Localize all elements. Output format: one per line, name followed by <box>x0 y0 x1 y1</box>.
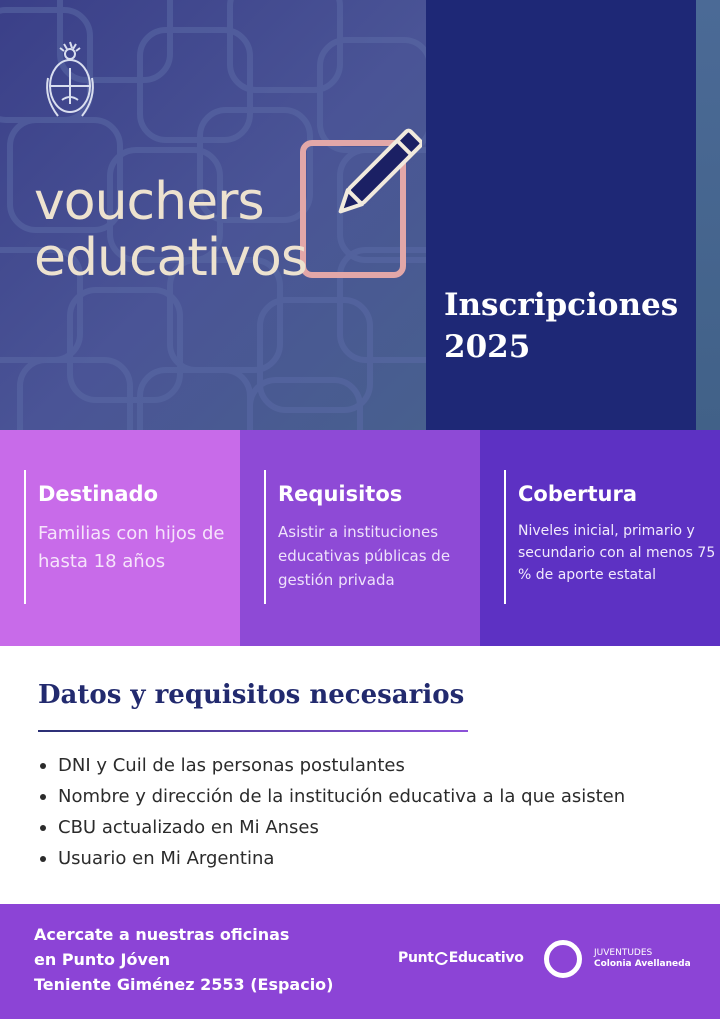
juventudes-ring-icon <box>544 940 582 978</box>
column-text: Familias con hijos de hasta 18 años <box>38 523 225 572</box>
registration-line2: 2025 <box>444 329 531 365</box>
office-address <box>34 922 333 997</box>
juventudes-label: JUVENTUDES <box>594 948 653 958</box>
column-text: Asistir a instituciones educativas públicas de gestión privada <box>278 523 451 589</box>
hero-banner <box>0 0 720 430</box>
heading-underline <box>38 730 468 732</box>
column-divider <box>264 470 266 604</box>
column-title: Cobertura <box>518 482 637 506</box>
column-text: Niveles inicial, primario y secundario con al menos 75 % de aporte estatal <box>518 523 716 583</box>
logo-circle-icon <box>435 952 448 965</box>
address-line1: Acercate a nuestras oficinas <box>34 925 290 944</box>
column-title: Requisitos <box>278 482 403 506</box>
juventudes-sub: Colonia Avellaneda <box>594 959 691 969</box>
logo-text-a: Punt <box>398 950 434 966</box>
info-columns <box>0 430 720 646</box>
address-line3: Teniente Giménez 2553 (Espacio) <box>34 975 334 994</box>
brand-title-line1: vouchers <box>34 172 264 232</box>
pencil-icon <box>330 126 422 226</box>
juventudes-logo <box>594 948 691 970</box>
requirements-list <box>38 750 625 874</box>
list-item: Nombre y dirección de la institución educativa a la que asisten <box>38 781 625 812</box>
address-line2: en Punto Jóven <box>34 950 171 969</box>
info-column-destinado <box>0 430 240 646</box>
brand-title-line2: educativos <box>34 228 307 288</box>
info-column-requisitos <box>240 430 480 646</box>
column-divider <box>504 470 506 604</box>
requirements-heading: Datos y requisitos necesarios <box>38 680 465 710</box>
column-title: Destinado <box>38 482 158 506</box>
logo-text-b: Educativo <box>448 950 524 966</box>
column-divider <box>24 470 26 604</box>
registration-heading <box>444 284 678 368</box>
registration-line1: Inscripciones <box>444 287 679 323</box>
footer <box>0 904 720 1019</box>
info-column-cobertura <box>480 430 720 646</box>
list-item: Usuario en Mi Argentina <box>38 843 625 874</box>
national-crest-icon <box>42 38 98 122</box>
edge-strip <box>696 0 720 430</box>
list-item: CBU actualizado en Mi Anses <box>38 812 625 843</box>
list-item: DNI y Cuil de las personas postulantes <box>38 750 625 781</box>
punto-educativo-logo <box>398 950 524 966</box>
